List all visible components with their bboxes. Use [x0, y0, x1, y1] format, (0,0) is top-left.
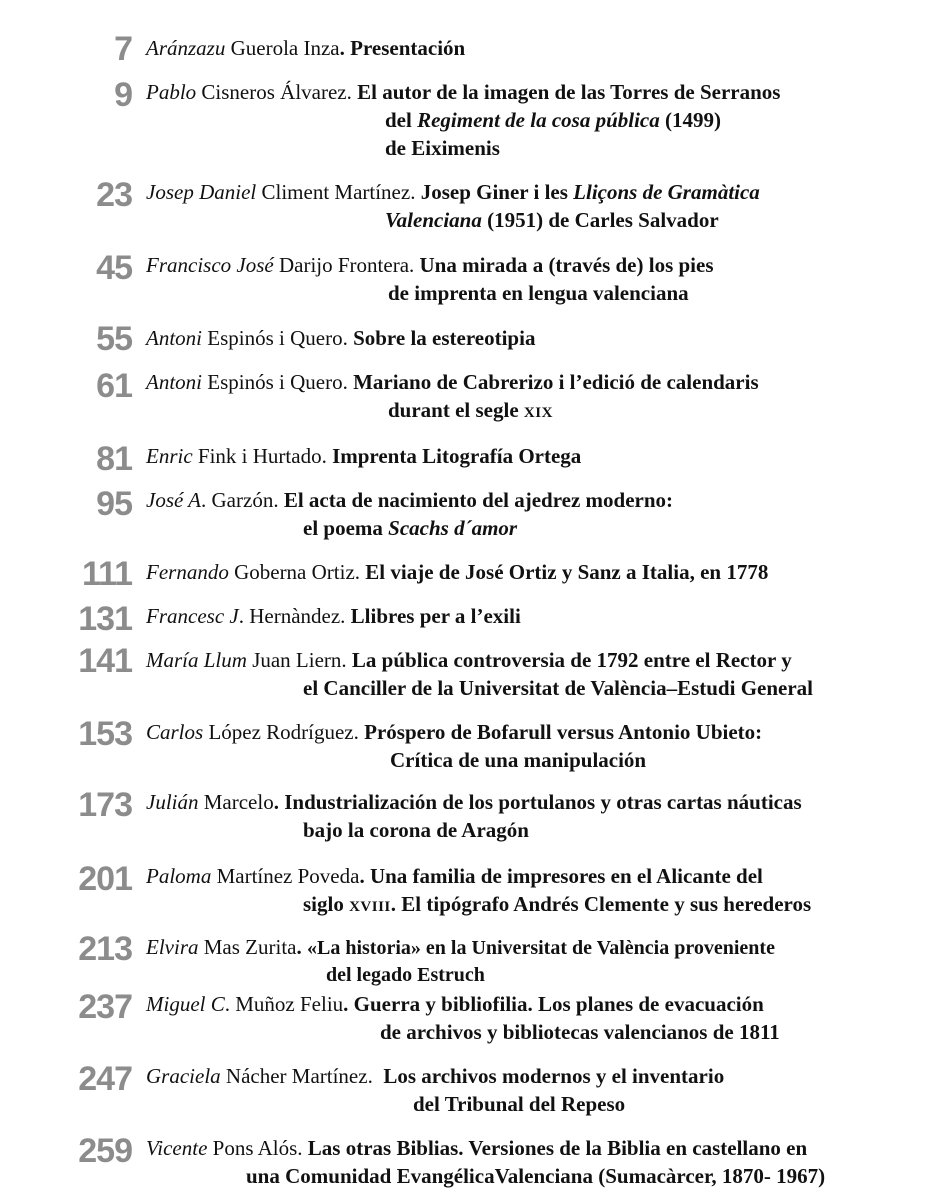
article-title: el poema — [303, 516, 383, 540]
entry-line — [146, 864, 763, 888]
entry-line — [146, 326, 535, 350]
separator: . — [321, 444, 333, 468]
entry-line — [303, 818, 529, 842]
century-small-caps: XIX — [523, 405, 553, 421]
article-title: La pública controversia de 1792 entre el Rector y — [351, 648, 792, 672]
page-number: 7 — [114, 30, 132, 68]
article-title: de archivos y bibliotecas valencianos de 1811 — [380, 1020, 780, 1044]
author-first-name: Francesc J — [146, 604, 239, 628]
entry-line — [146, 180, 760, 204]
entry-line — [246, 1164, 825, 1188]
article-title: Guerra y bibliofilia. Los planes de evacuación — [353, 992, 764, 1016]
separator: . — [410, 180, 421, 204]
author-surname: Espinós i Quero — [207, 370, 343, 394]
author-surname: Climent Martínez — [261, 180, 411, 204]
author-first-name: Aránzazu — [146, 36, 226, 60]
entry-line — [146, 80, 780, 104]
article-title: del Tribunal del Repeso — [413, 1092, 626, 1116]
separator: . — [409, 253, 420, 277]
entry-line — [146, 36, 465, 60]
article-title: Sobre la estereotipia — [353, 326, 536, 350]
century-small-caps: XVIII — [349, 899, 391, 915]
article-title: (1951) de Carles Salvador — [487, 208, 719, 232]
separator: . — [273, 488, 284, 512]
article-title-italic: Scachs d´amor — [388, 516, 518, 540]
article-title: El autor de la imagen de las Torres de Serranos — [357, 80, 781, 104]
separator: . — [341, 648, 352, 672]
separator: . — [353, 720, 365, 744]
article-title: Una familia de impresores en el Alicante del — [369, 864, 763, 888]
article-title: El acta de nacimiento del ajedrez moderno: — [283, 488, 674, 512]
article-title: durant el segle — [388, 398, 519, 422]
author-surname: Muñoz Feliu — [235, 992, 344, 1016]
author-surname: Darijo Frontera — [278, 253, 410, 277]
article-title: del — [385, 108, 412, 132]
author-first-name: Paloma — [146, 864, 212, 888]
separator: . — [273, 790, 285, 814]
page-number: 111 — [82, 555, 132, 593]
entry-line — [303, 892, 811, 919]
author-first-name: Miguel C — [146, 992, 225, 1016]
page-number: 95 — [96, 485, 132, 523]
article-title: (1499) — [665, 108, 721, 132]
article-title: Crítica de una manipulación — [390, 748, 647, 772]
page-number: 173 — [78, 786, 132, 824]
separator: . — [359, 864, 370, 888]
author-surname: Martínez Poveda — [216, 864, 360, 888]
entry-line — [326, 962, 485, 987]
page-number: 9 — [114, 76, 132, 114]
article-title: Llibres per a l’exili — [350, 604, 521, 628]
separator: . — [367, 1064, 384, 1088]
entry-line — [303, 676, 813, 700]
entry-line — [146, 253, 714, 277]
author-surname: Goberna Ortiz — [234, 560, 355, 584]
entry-line: Francesc J. Hernàndez. Llibres per a l’exili — [146, 604, 521, 628]
page-number: 237 — [78, 988, 132, 1026]
author-surname: Cisneros Álvarez — [201, 80, 347, 104]
separator: . — [342, 326, 354, 350]
separator: . — [354, 560, 366, 584]
entry-line — [388, 281, 689, 305]
author-first-name: Pablo — [146, 80, 197, 104]
page-number: 61 — [96, 367, 132, 405]
author-first-name: Antoni — [146, 370, 202, 394]
entry-line — [385, 208, 719, 232]
separator: . — [296, 935, 307, 959]
separator: . — [339, 36, 351, 60]
entry-line — [146, 720, 762, 744]
author-first-name: Enric — [146, 444, 193, 468]
author-first-name: José A — [146, 488, 202, 512]
article-title: Una mirada a (través de) los pies — [419, 253, 714, 277]
author-first-name: Francisco José — [146, 253, 274, 277]
author-first-name: Julián — [146, 790, 199, 814]
article-title-italic: Regiment de la cosa pública — [417, 108, 660, 132]
author-surname: Mas Zurita — [203, 935, 297, 959]
article-title: Imprenta Litografía Ortega — [332, 444, 582, 468]
entry-line — [146, 935, 775, 960]
entry-line: Miguel C. Muñoz Feliu. Guerra y bibliofilia. Los planes de evacuación — [146, 992, 764, 1016]
author-first-name: Fernando — [146, 560, 229, 584]
page-number: 45 — [96, 249, 132, 287]
article-title: bajo la corona de Aragón — [303, 818, 529, 842]
entry-line — [390, 748, 646, 772]
entry-line — [146, 370, 759, 394]
author-first-name: Vicente — [146, 1136, 208, 1160]
entry-line — [146, 790, 802, 814]
author-surname: Nácher Martínez — [225, 1064, 368, 1088]
author-surname: Pons Alós — [212, 1136, 298, 1160]
page-number: 81 — [96, 440, 132, 478]
separator: . — [342, 370, 354, 394]
article-title: . El tipógrafo Andrés Clemente y sus herederos — [390, 892, 812, 916]
article-title: del legado Estruch — [326, 964, 485, 986]
author-surname: López Rodríguez — [208, 720, 354, 744]
page-number: 201 — [78, 860, 132, 898]
entry-line — [303, 516, 517, 540]
page-number: 153 — [78, 715, 132, 753]
page-number: 55 — [96, 320, 132, 358]
article-title-italic: Valenciana — [385, 208, 482, 232]
separator: . — [343, 992, 354, 1016]
separator: . — [340, 604, 351, 628]
author-first-name: Josep Daniel — [146, 180, 257, 204]
entry-line — [146, 560, 768, 584]
entry-line — [146, 648, 792, 672]
article-title: Mariano de Cabrerizo i l’edició de calendaris — [353, 370, 759, 394]
article-title: de Eiximenis — [385, 136, 500, 160]
article-title: Josep Giner i les — [420, 180, 568, 204]
article-title: de imprenta en lengua valenciana — [388, 281, 689, 305]
author-surname: Garzón — [211, 488, 274, 512]
author-first-name: María Llum — [146, 648, 247, 672]
article-title: Próspero de Bofarull versus Antonio Ubieto: — [364, 720, 763, 744]
entry-line — [146, 444, 581, 468]
article-title: siglo — [303, 892, 344, 916]
author-surname: Fink i Hurtado — [197, 444, 322, 468]
author-first-name: Graciela — [146, 1064, 221, 1088]
article-title: el Canciller de la Universitat de València–Estudi General — [303, 676, 814, 700]
article-title: una Comunidad EvangélicaValenciana (Sumacàrcer, 1870- 1967) — [246, 1164, 826, 1188]
article-title: Las otras Biblias. Versiones de la Biblia en castellano en — [307, 1136, 808, 1160]
author-first-name: Antoni — [146, 326, 202, 350]
separator: . — [297, 1136, 308, 1160]
page-number: 141 — [78, 642, 132, 680]
article-title: Industrialización de los portulanos y otras cartas náuticas — [284, 790, 802, 814]
entry-line — [385, 136, 500, 160]
article-title: «La historia» en la Universitat de València proveniente — [306, 937, 775, 959]
article-title: Presentación — [350, 36, 466, 60]
entry-line — [146, 1136, 807, 1160]
page-number: 213 — [78, 930, 132, 968]
author-surname: Marcelo — [203, 790, 274, 814]
entry-line — [146, 1064, 724, 1088]
entry-line — [380, 1020, 780, 1044]
author-surname: Juan Liern — [252, 648, 342, 672]
author-first-name: Carlos — [146, 720, 204, 744]
author-surname: Espinós i Quero — [207, 326, 343, 350]
article-title-italic: Lliçons de Gramàtica — [573, 180, 760, 204]
entry-line — [413, 1092, 625, 1116]
page-number: 247 — [78, 1060, 132, 1098]
page-number: 23 — [96, 176, 132, 214]
separator: . — [346, 80, 358, 104]
page-number: 131 — [78, 600, 132, 638]
article-title: El viaje de José Ortiz y Sanz a Italia, en 1778 — [365, 560, 769, 584]
author-first-name: Elvira — [146, 935, 199, 959]
entry-line — [388, 398, 553, 425]
author-surname: Hernàndez — [249, 604, 341, 628]
entry-line — [385, 108, 721, 132]
article-title: Los archivos modernos y el inventario — [383, 1064, 725, 1088]
author-surname: Guerola Inza — [230, 36, 340, 60]
entry-line: José A. Garzón. El acta de nacimiento del ajedrez moderno: — [146, 488, 674, 512]
page-number: 259 — [78, 1132, 132, 1170]
